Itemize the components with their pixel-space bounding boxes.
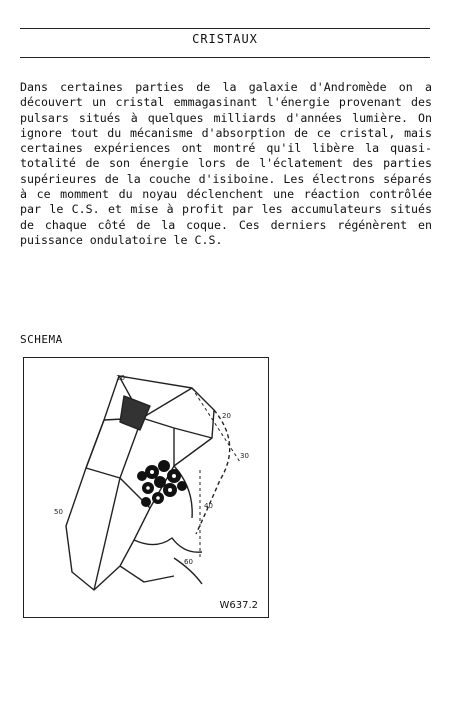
annotation-label-e: 20 — [222, 412, 231, 420]
crystal-drawing — [24, 358, 270, 619]
annotation-label-c: 40 — [204, 502, 213, 510]
title-rule-top — [20, 28, 430, 29]
annotation-label-a: 10 — [116, 374, 125, 382]
crystal-schematic-figure — [23, 357, 269, 618]
annotation-label-f: 60 — [184, 558, 193, 566]
page-title: CRISTAUX — [192, 32, 258, 46]
annotation-label-b: 30 — [240, 452, 249, 460]
figure-code: W637.2 — [219, 600, 258, 611]
annotation-label-d: 50 — [54, 508, 63, 516]
schema-label: SCHEMA — [20, 333, 63, 346]
article-paragraph: Dans certaines parties de la galaxie d'Andromède on a découvert un cristal emmagasinant l'énergie provenant des pulsars situés à quelques milliards d'années lumière. On ignore tout du mécanisme d'absorption de ce cristal, mais certaines expériences ont montré qu'il libère la quasi-totalité de son énergie lors de l'éclatement des parties supérieures de la couche d'isiboine. Les électrons séparés à ce momment du noyau déclenchent une réaction contrôlée par le C.S. et mise à profit par les accumulateurs situés de chaque côté de la coque. Ces derniers régénèrent en puissance ondulatoire le C.S. — [20, 80, 432, 247]
nucleus-cluster — [137, 460, 187, 507]
title-rule-bottom — [20, 57, 430, 58]
